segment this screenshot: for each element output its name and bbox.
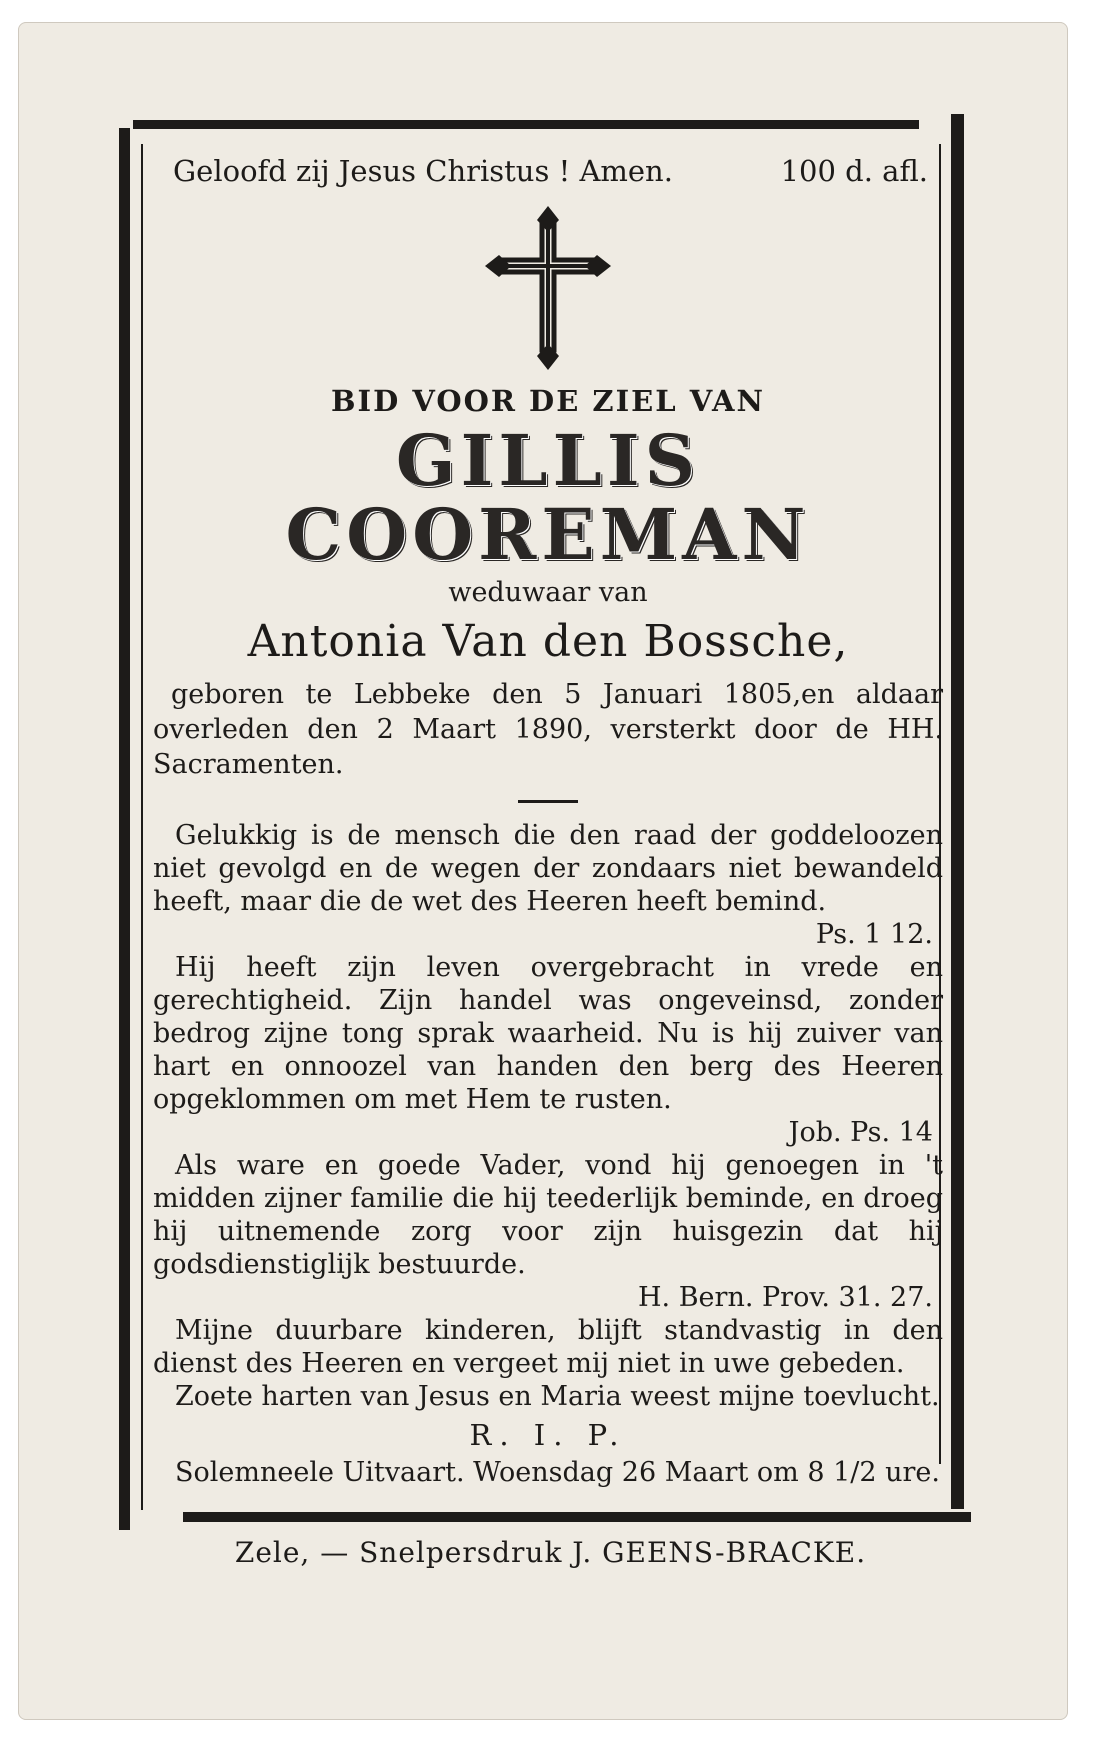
- printer-imprint: Zele, — Snelpersdruk J. GEENS-BRACKE.: [234, 1536, 867, 1569]
- verse-text: Gelukkig is de mensch die den raad der goddeloozen niet gevolgd en de wegen der zondaars niet bewandeld heeft, maar die de wet des Heeren heeft bemind.: [153, 820, 943, 917]
- verse-reference: Ps. 1 12.: [815, 919, 933, 950]
- border-left: [119, 128, 130, 1530]
- deceased-name: GILLIS COOREMAN: [285, 419, 811, 576]
- verse-text: Als ware en goede Vader, vond hij genoegen in 't midden zijner familie die hij teederlijk beminde, en droeg hij uitnemende zorg voor zijn huisgezin dat hij godsdienstiglijk bestuurde.: [153, 1150, 943, 1280]
- ornate-cross-icon: [483, 204, 613, 372]
- divider: [518, 800, 578, 803]
- mourning-border: [113, 114, 986, 1524]
- biography-text: geboren te Lebbeke den 5 Januari 1805,en aldaar overleden den 2 Maart 1890, versterkt door de HH. Sacramenten.: [153, 679, 943, 780]
- verse-text: Hij heeft zijn leven overgebracht in vrede en gerechtigheid. Zijn handel was ongeveinsd, zonder bedrog zijne tong sprak waarheid. Nu is hij zuiver van hart en onnoozel van handen den berg des Heeren opgeklommen om met Hem te rusten.: [153, 952, 943, 1115]
- verse-reference: Job. Ps. 14: [788, 1117, 933, 1148]
- biography: [153, 677, 943, 782]
- verse-block: [153, 1380, 943, 1413]
- verse-text: Mijne duurbare kinderen, blijft standvastig in den dienst des Heeren en vergeet mij niet in uwe gebeden.: [153, 1315, 943, 1379]
- border-top: [133, 120, 919, 129]
- verse-text: Zoete harten van Jesus en Maria weest mijne toevlucht.: [175, 1381, 940, 1412]
- relation-line: weduwaar van: [448, 577, 648, 608]
- header-line: [153, 154, 943, 188]
- prayer-heading: BID VOOR DE ZIEL VAN: [331, 384, 765, 418]
- inner-rule-left: [141, 144, 143, 1510]
- verses: [153, 819, 943, 1489]
- border-right: [951, 114, 964, 1509]
- border-bottom: [183, 1512, 971, 1522]
- verse-block: [153, 1314, 943, 1380]
- verse-block: [153, 951, 943, 1149]
- verse-reference: H. Bern. Prov. 31. 27.: [638, 1282, 933, 1313]
- memorial-card: [18, 22, 1068, 1720]
- verse-block: [153, 1149, 943, 1314]
- header-blessing: Geloofd zij Jesus Christus ! Amen.: [173, 154, 673, 188]
- verse-block: [153, 819, 943, 951]
- rip-line: R. I. P.: [469, 1418, 627, 1452]
- header-indulgence: 100 d. afl.: [780, 154, 928, 188]
- card-content: [153, 150, 943, 1489]
- spouse-name: Antonia Van den Bossche,: [247, 616, 849, 667]
- funeral-notice: Solemneele Uitvaart. Woensdag 26 Maart om 8 1/2 ure.: [175, 1457, 940, 1488]
